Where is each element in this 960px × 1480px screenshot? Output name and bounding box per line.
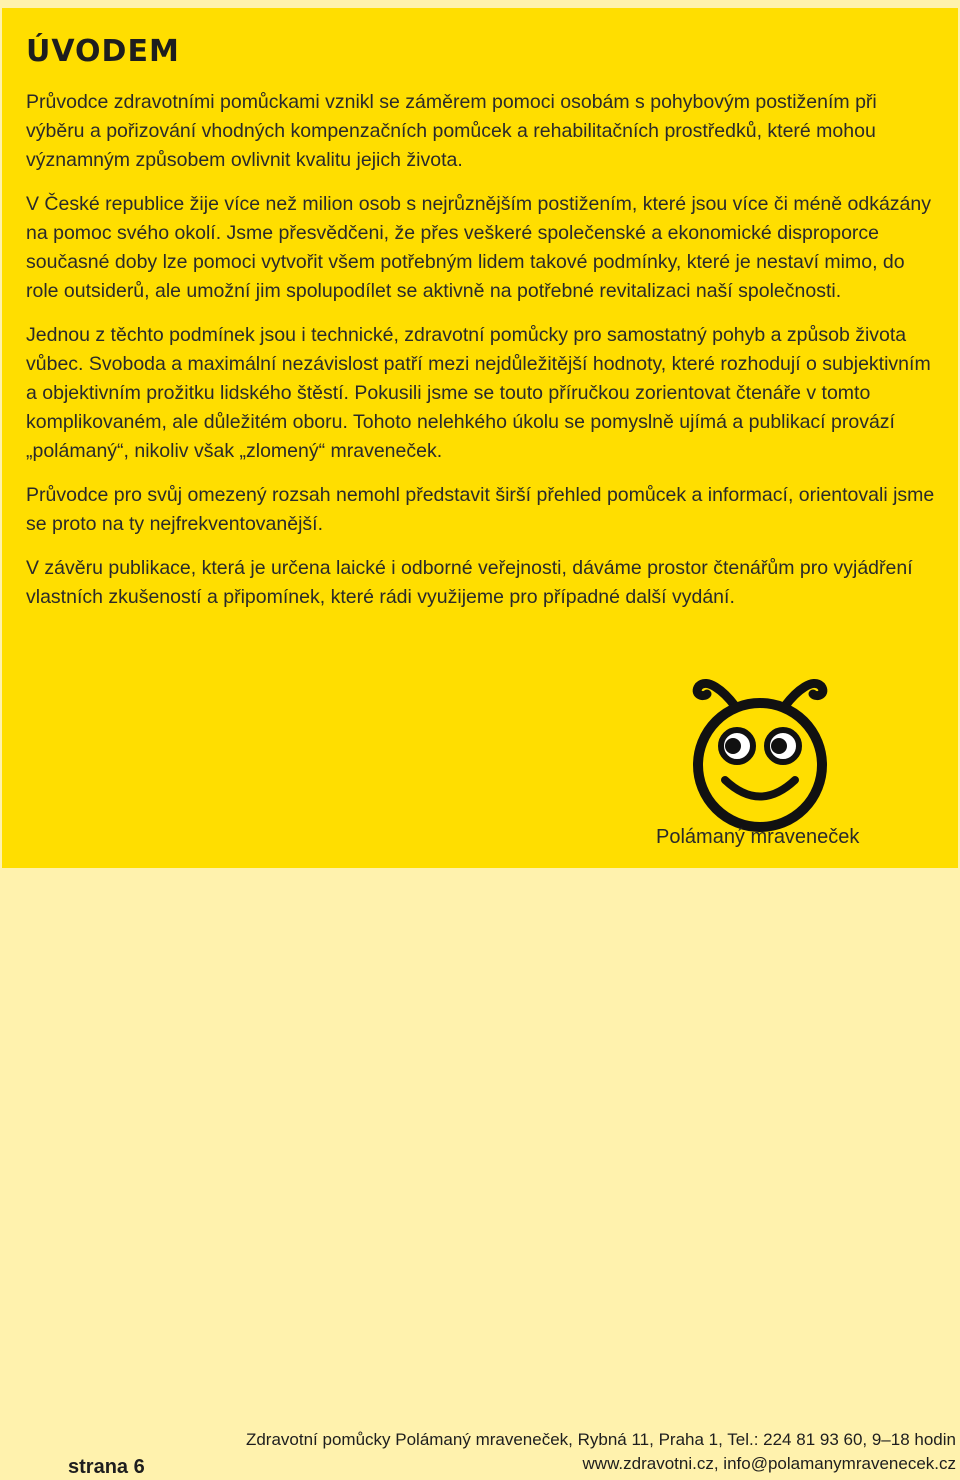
footer-address: Zdravotní pomůcky Polámaný mraveneček, Rybná 11, Praha 1, Tel.: 224 81 93 60, 9–18 hodin [245,1430,956,1449]
paragraph: Průvodce zdravotními pomůckami vznikl se záměrem pomoci osobám s pohybovým postižením při výběru a pořizování vhodných kompenzačních pomůcek a rehabilitačních prostředků, které mohou významným způsobem ovlivnit kvalitu jejich života. [26,91,877,171]
paragraph: Průvodce pro svůj omezený rozsah nemohl představit širší přehled pomůcek a informací, orientovali jsme se proto na ty nejfrekventovanější. [26,484,935,535]
page-number: strana 6 [68,1456,145,1478]
intro-panel [2,8,958,868]
section-title: ÚVODEM [26,34,180,69]
paragraph: Jednou z těchto podmínek jsou i technické, zdravotní pomůcky pro samostatný pohyb a způsob života vůbec. Svoboda a maximální nezávislost patří mezi nejdůležitější hodnoty, které rozhodují o subjektivním a objektivním prožitku lidského štěstí. Pokusili jsme se touto příručkou zorientovat čtenáře v tomto komplikovaném, ale důležitém oboru. Tohoto nelehkého úkolu se pomyslně ujímá a publikací provází „polámaný“, nikoliv však „zlomený“ mraveneček. [26,324,931,462]
paragraph: V závěru publikace, která je určena laické i odborné veřejnosti, dáváme prostor čtenářům pro vyjádření vlastních zkušeností a připomínek, které rádi využijeme pro případné další vydání. [26,557,913,608]
footer-contact: www.zdravotni.cz, info@polamanymravenecek.cz [582,1454,956,1473]
paragraph: V České republice žije více než milion osob s nejrůznějším postižením, které jsou více či méně odkázány na pomoc svého okolí. Jsme přesvědčeni, že přes veškeré společenské a ekonomické disproporce současné doby lze pomoci vytvořit všem potřebným lidem takové podmínky, které je nestaví mimo, do role outsiderů, ale umožní jim spolupodílet se aktivně na potřebné revitalizaci naší společnosti. [26,193,931,302]
intro-text [26,88,936,627]
smiling-ant-icon [685,668,835,833]
logo-caption: Polámaný mraveneček [656,826,860,848]
